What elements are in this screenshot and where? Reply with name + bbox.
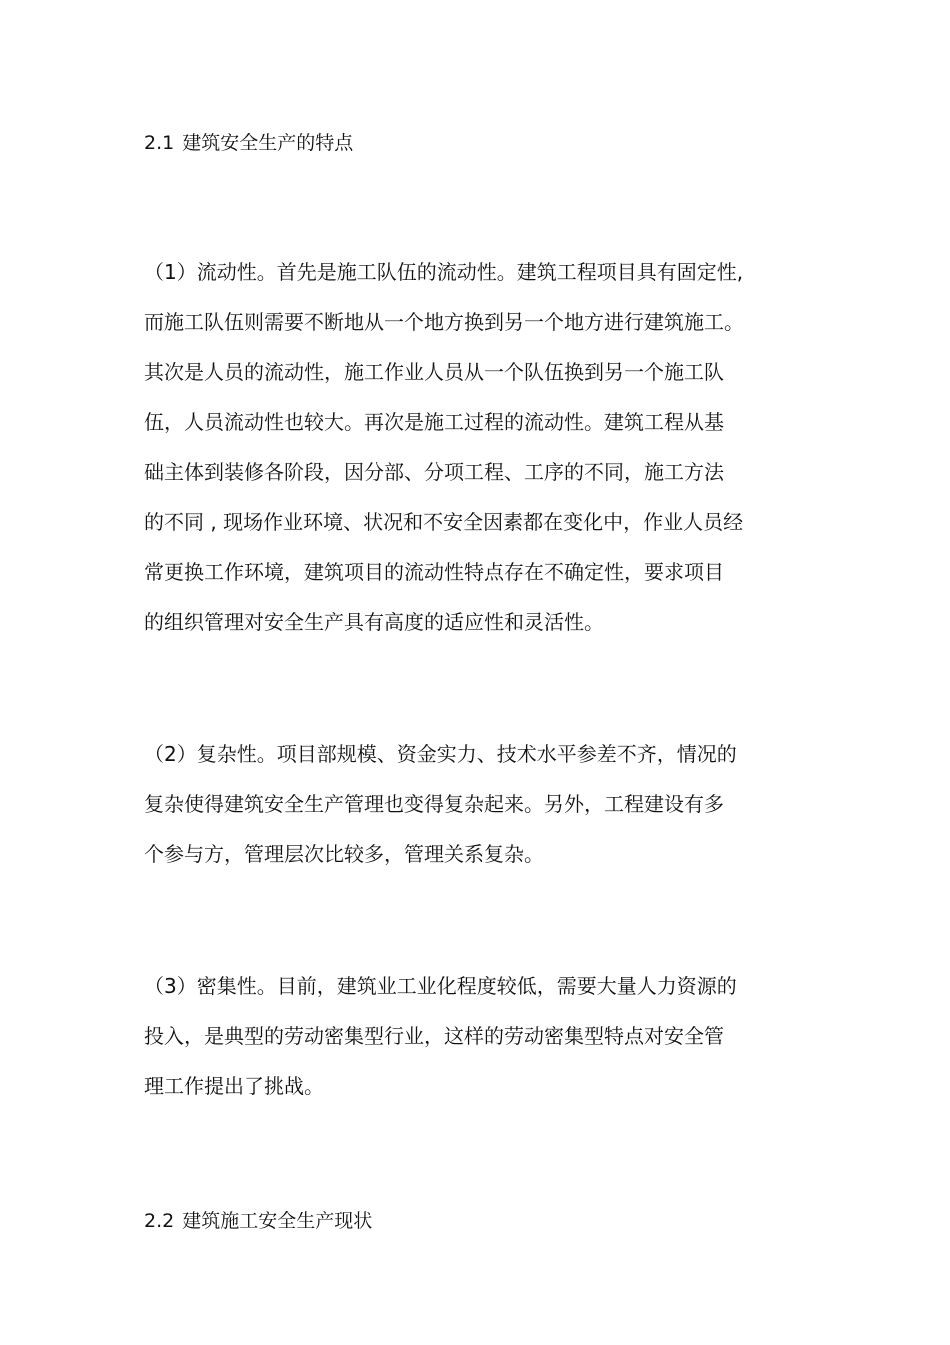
section-number: 2.2 [144,1210,175,1232]
section-title: 建筑安全生产的特点 [182,132,354,154]
paragraph-line: 常更换工作环境，建筑项目的流动性特点存在不确定性，要求项目 [144,560,724,584]
paragraph-line: 而施工队伍则需要不断地从一个地方换到另一个地方进行建筑施工。 [144,310,744,334]
paragraph-line: （1）流动性。首先是施工队伍的流动性。建筑工程项目具有固定性, [144,260,744,284]
paragraph-complexity [144,729,784,879]
paragraph-density [144,961,784,1111]
paragraph-line: 其次是人员的流动性，施工作业人员从一个队伍换到另一个施工队 [144,360,724,384]
paragraph-line: （2）复杂性。项目部规模、资金实力、技术水平参差不齐，情况的 [144,742,737,766]
paragraph-line: 复杂使得建筑安全生产管理也变得复杂起来。另外，工程建设有多 [144,792,724,816]
section-title: 建筑施工安全生产现状 [182,1210,373,1232]
paragraph-line: 的组织管理对安全生产具有高度的适应性和灵活性。 [144,610,604,634]
paragraph-line: （3）密集性。目前，建筑业工业化程度较低，需要大量人力资源的 [144,974,737,998]
section-heading-2-2 [144,1209,372,1233]
paragraph-line: 投入，是典型的劳动密集型行业，这样的劳动密集型特点对安全管 [144,1024,724,1048]
paragraph-line: 个参与方，管理层次比较多，管理关系复杂。 [144,842,544,866]
paragraph-line: 理工作提出了挑战。 [144,1074,324,1098]
section-number: 2.1 [144,132,175,154]
paragraph-line: 伍，人员流动性也较大。再次是施工过程的流动性。建筑工程从基 [144,410,724,434]
paragraph-line: 础主体到装修各阶段，因分部、分项工程、工序的不同，施工方法 [144,460,724,484]
paragraph-mobility [144,247,784,647]
paragraph-line: 的不同 , 现场作业环境、状况和不安全因素都在变化中，作业人员经 [144,510,744,534]
section-heading-2-1 [144,131,353,155]
